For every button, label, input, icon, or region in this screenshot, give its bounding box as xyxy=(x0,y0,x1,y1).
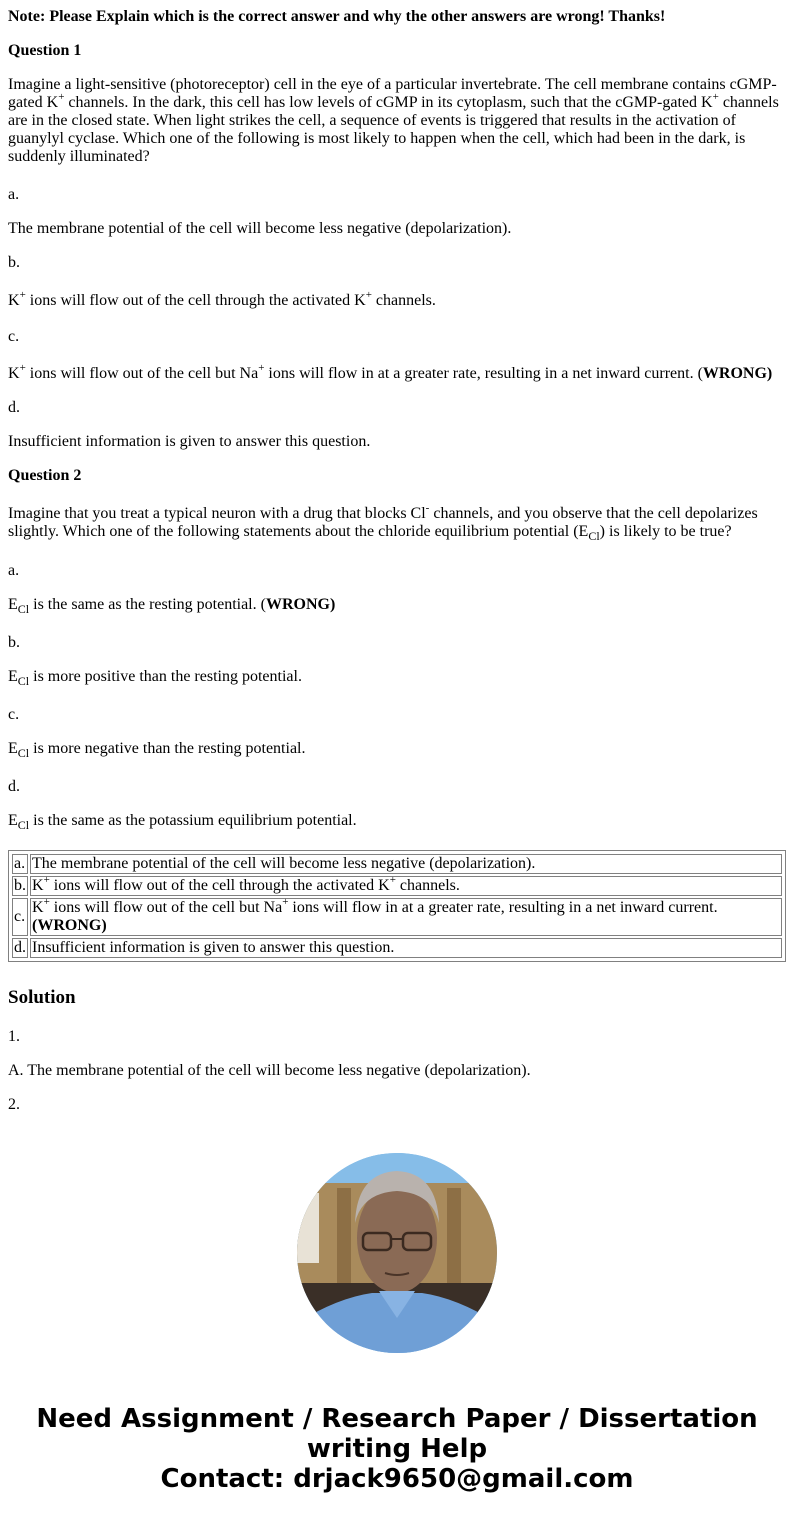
question-2-text: Imagine that you treat a typical neuron with a drug that blocks Cl- channels, and you observe that the cell depolarizes slightly. Which one of the following statements about the chloride equilibrium potential $(E_{Cl})$ is likely to be true? xyxy=(8,501,758,544)
solution-answer-1: A. The membrane potential of the cell will become less negative (depolarization). xyxy=(8,1062,531,1079)
table-cell-text: K+ ions will flow out of the cell through the activated K+ channels. xyxy=(30,876,782,896)
q1-option-c-letter: c. xyxy=(8,328,20,345)
promo-line-2: writing Help xyxy=(306,1434,488,1464)
table-cell-text: K+ ions will flow out of the cell but Na+ ions will flow in at a greater rate, resulting in a net inward current. (WRONG) xyxy=(30,898,782,936)
q2-option-d-letter: d. xyxy=(8,778,20,795)
q1-option-d-letter: d. xyxy=(8,399,20,416)
q2-option-c-text: $E_{Cl}$ is more negative than the resting potential. xyxy=(8,740,306,761)
author-avatar xyxy=(297,1153,497,1353)
q1-option-d-text: Insufficient information is given to answer this question. xyxy=(8,433,371,450)
table-row xyxy=(12,876,782,896)
table-cell-letter: d. xyxy=(14,939,26,956)
q2-option-c-letter: c. xyxy=(8,706,20,723)
solution-number-2: 2. xyxy=(8,1096,20,1113)
table-row xyxy=(12,938,782,958)
table-row xyxy=(12,898,782,936)
solution-heading: Solution xyxy=(8,987,76,1008)
promo-line-1: Need Assignment / Research Paper / Dissertation xyxy=(36,1404,758,1434)
table-row xyxy=(12,854,782,874)
question-2-title: Question 2 xyxy=(8,467,82,484)
q2-option-d-text: $E_{Cl}$ is the same as the potassium equilibrium potential. xyxy=(8,812,357,833)
solution-number-1: 1. xyxy=(8,1028,20,1045)
q2-option-a-text: $E_{Cl}$ is the same as the resting potential. (WRONG) xyxy=(8,596,336,617)
q1-option-b-letter: b. xyxy=(8,254,20,271)
options-table xyxy=(8,850,786,962)
table-cell-letter: b. xyxy=(14,877,26,894)
table-cell-text: Insufficient information is given to answer this question. xyxy=(30,938,782,958)
q1-option-c-text: K+ ions will flow out of the cell but Na+ ions will flow in at a greater rate, resulting in a net inward current. (WRONG) xyxy=(8,361,773,382)
question-1-text: Imagine a light-sensitive (photoreceptor) cell in the eye of a particular invertebrate. The cell membrane contains cGMP-gated K+ channels. In the dark, this cell has low levels of cGMP in its cytoplasm, such that the cGMP-gated K+ channels are in the closed state. When light strikes the cell, a sequence of events is triggered that results in the activation of guanylyl cyclase. Which one of the following is most likely to happen when the cell, which had been in the dark, is suddenly illuminated? xyxy=(8,76,779,165)
question-1-title: Question 1 xyxy=(8,42,82,59)
q2-option-b-letter: b. xyxy=(8,634,20,651)
promo-banner xyxy=(0,1404,794,1494)
table-cell-letter: a. xyxy=(12,854,28,874)
table-cell-letter: c. xyxy=(12,898,28,936)
table-cell-text: The membrane potential of the cell will become less negative (depolarization). xyxy=(30,854,782,874)
q2-option-b-text: $E_{Cl}$ is more positive than the resting potential. xyxy=(8,668,302,689)
q1-option-b-text: K+ ions will flow out of the cell through the activated K+ channels. xyxy=(8,288,436,309)
q1-option-a-text: The membrane potential of the cell will become less negative (depolarization). xyxy=(8,220,512,237)
q2-option-a-letter: a. xyxy=(8,562,20,579)
q1-option-a-letter: a. xyxy=(8,186,20,203)
portrait-image xyxy=(297,1153,497,1353)
note-text: Note: Please Explain which is the correct answer and why the other answers are wrong! Thanks! xyxy=(8,8,666,25)
promo-contact: Contact: drjack9650@gmail.com xyxy=(160,1464,634,1494)
